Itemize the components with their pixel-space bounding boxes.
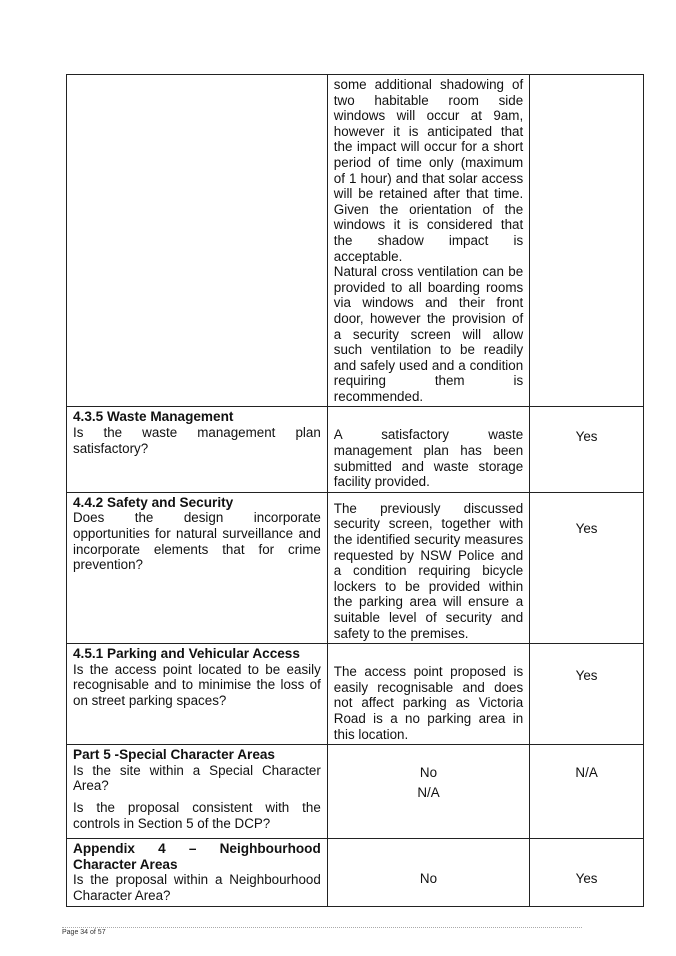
- section-heading: Appendix 4 – Neighbourhood Character Areas: [73, 841, 321, 872]
- comment-text: The access point proposed is easily recognisable and does not affect parking as Victoria Road is a no parking area in this location.: [333, 664, 524, 742]
- compliance-cell: [530, 839, 644, 907]
- assessment-table: [66, 74, 644, 907]
- control-cell: [67, 75, 328, 407]
- control-cell: [67, 745, 328, 839]
- comment-text: Natural cross ventilation can be provided to all boarding rooms via windows and their front door, however the provision of a security screen will allow such ventilation to be readily and safely used and a condition requiring them is recommended.: [333, 264, 524, 404]
- comment-text: some additional shadowing of two habitable room side windows will occur at 9am, however it is anticipated that the impact will occur for a short period of time only (maximum of 1 hour) and that solar access will be retained after that time. Given the orientation of the windows it is considered that the shadow impact is acceptable.: [333, 77, 524, 264]
- comment-cell: [327, 745, 529, 839]
- section-heading: 4.5.1 Parking and Vehicular Access: [73, 646, 300, 662]
- compliance-cell: [530, 75, 644, 407]
- question-text: Does the design incorporate opportunities for natural surveillance and incorporate elements that for crime prevention?: [73, 510, 321, 573]
- table-row: [67, 745, 644, 839]
- comment-text: No: [419, 870, 438, 886]
- compliance-value: Yes: [575, 668, 598, 684]
- question-text: Is the proposal within a Neighbourhood Character Area?: [73, 872, 321, 903]
- question-text: Is the access point located to be easily recognisable and to minimise the loss of on street parking spaces?: [73, 661, 321, 708]
- table-row: [67, 492, 644, 643]
- compliance-cell: [530, 644, 644, 745]
- table-row: [67, 75, 644, 407]
- section-heading: 4.4.2 Safety and Security: [73, 494, 234, 510]
- footer-divider: [62, 927, 582, 928]
- comment-cell: [327, 75, 529, 407]
- comment-cell: [327, 644, 529, 745]
- compliance-cell: [530, 407, 644, 492]
- control-cell: [67, 407, 328, 492]
- comment-text: No: [419, 765, 438, 781]
- control-cell: [67, 492, 328, 643]
- section-heading: Part 5 -Special Character Areas: [73, 747, 275, 763]
- question-text: Is the site within a Special Character Area?: [73, 762, 321, 794]
- compliance-cell: [530, 745, 644, 839]
- compliance-value: Yes: [575, 870, 598, 886]
- control-cell: [67, 644, 328, 745]
- question-text: Is the waste management plan satisfactory?: [73, 425, 321, 456]
- section-heading: 4.3.5 Waste Management: [73, 409, 234, 425]
- question-text: Is the proposal consistent with the controls in Section 5 of the DCP?: [73, 799, 321, 831]
- control-cell: [67, 839, 328, 907]
- comment-text: The previously discussed security screen, together with the identified security measures requested by NSW Police and a condition requiring bicycle lockers to be provided within the parking area will ensure a suitable level of security and safety to the premises.: [333, 500, 524, 641]
- compliance-value: Yes: [575, 429, 598, 445]
- comment-cell: [327, 407, 529, 492]
- table-row: [67, 407, 644, 492]
- comment-text: N/A: [417, 784, 440, 800]
- comment-text: A satisfactory waste management plan has been submitted and waste storage facility provided.: [333, 427, 524, 490]
- table-row: [67, 644, 644, 745]
- table-row: [67, 839, 644, 907]
- page-number: Page 34 of 57: [62, 929, 106, 936]
- compliance-value: Yes: [575, 520, 598, 536]
- compliance-value: N/A: [575, 765, 598, 781]
- comment-cell: [327, 492, 529, 643]
- comment-cell: [327, 839, 529, 907]
- compliance-cell: [530, 492, 644, 643]
